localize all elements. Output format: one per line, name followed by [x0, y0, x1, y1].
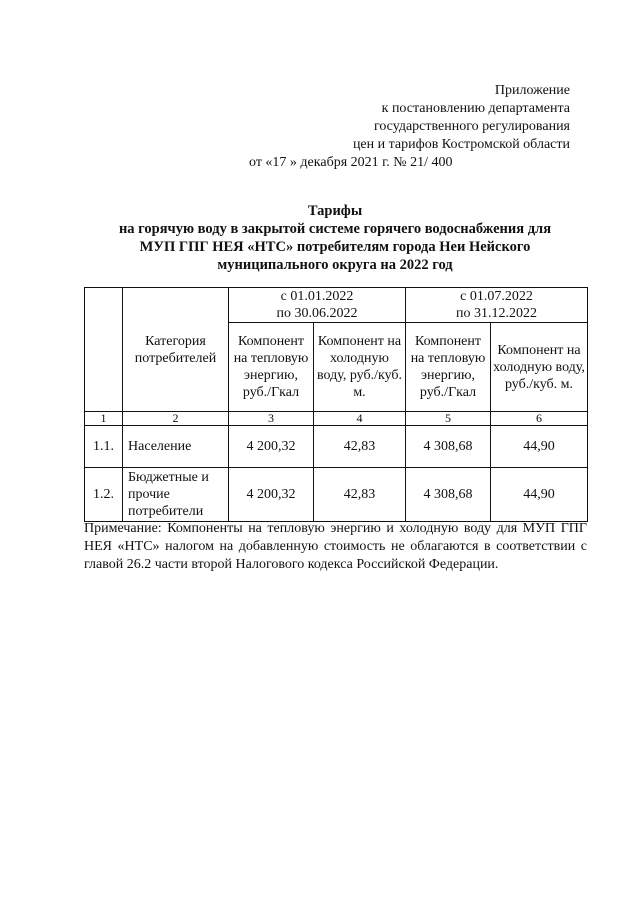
period-2-from: с 01.07.2022	[460, 289, 533, 304]
appendix-line: цен и тарифов Костромской области	[352, 137, 570, 152]
appendix-line: Приложение	[494, 83, 570, 98]
row-category: Бюджетные и прочие потребители	[123, 468, 229, 522]
title-line: Тарифы	[307, 203, 363, 219]
header-num-empty	[85, 288, 123, 412]
row-heat-value-2: 4 308,68	[406, 426, 491, 468]
header-category: Категория потребителей	[123, 288, 229, 412]
header-period-1	[229, 288, 406, 323]
row-number: 1.2.	[85, 468, 123, 522]
note-paragraph: Примечание: Компоненты на тепловую энергию и холодную воду для МУП ГПГ НЕЯ «НТС» налогом на добавленную стоимость не облагаются в соответствии с главой 26.2 части второй Налогового кодекса Российской Федерации.	[84, 521, 587, 572]
row-category: Население	[123, 426, 229, 468]
row-number: 1.1.	[85, 426, 123, 468]
column-number: 5	[406, 412, 491, 426]
appendix-line: государственного регулирования	[373, 119, 570, 134]
tariff-table	[84, 287, 588, 522]
title-line: муниципального округа на 2022 год	[217, 257, 453, 273]
row-cold-value-1: 42,83	[314, 426, 406, 468]
row-heat-value-2: 4 308,68	[406, 468, 491, 522]
column-number: 6	[491, 412, 588, 426]
header-cold-component-1: Компонент на холодную воду, руб./куб. м.	[314, 323, 406, 412]
header-heat-component-2: Компонент на тепловую энергию, руб./Гкал	[406, 323, 491, 412]
appendix-block	[240, 82, 570, 172]
column-number: 1	[85, 412, 123, 426]
column-number: 4	[314, 412, 406, 426]
row-cold-value-1: 42,83	[314, 468, 406, 522]
column-number: 3	[229, 412, 314, 426]
title-line: МУП ГПГ НЕЯ «НТС» потребителям города Неи Нейского	[139, 239, 531, 255]
appendix-date-line: от «17 » декабря 2021 г. № 21/ 400	[249, 155, 453, 170]
header-cold-component-2: Компонент на холодную воду, руб./куб. м.	[491, 323, 588, 412]
column-number: 2	[123, 412, 229, 426]
title-line: на горячую воду в закрытой системе горячего водоснабжения для	[118, 221, 552, 237]
row-cold-value-2: 44,90	[491, 426, 588, 468]
document-title	[84, 202, 586, 274]
row-heat-value-1: 4 200,32	[229, 426, 314, 468]
row-heat-value-1: 4 200,32	[229, 468, 314, 522]
header-heat-component-1: Компонент на тепловую энергию, руб./Гкал	[229, 323, 314, 412]
appendix-line: к постановлению департамента	[381, 101, 570, 116]
header-period-2	[406, 288, 588, 323]
table-row	[85, 426, 588, 468]
row-cold-value-2: 44,90	[491, 468, 588, 522]
period-1-to: по 30.06.2022	[276, 306, 358, 321]
period-2-to: по 31.12.2022	[456, 306, 537, 321]
period-1-from: с 01.01.2022	[280, 289, 354, 304]
table-row	[85, 468, 588, 522]
